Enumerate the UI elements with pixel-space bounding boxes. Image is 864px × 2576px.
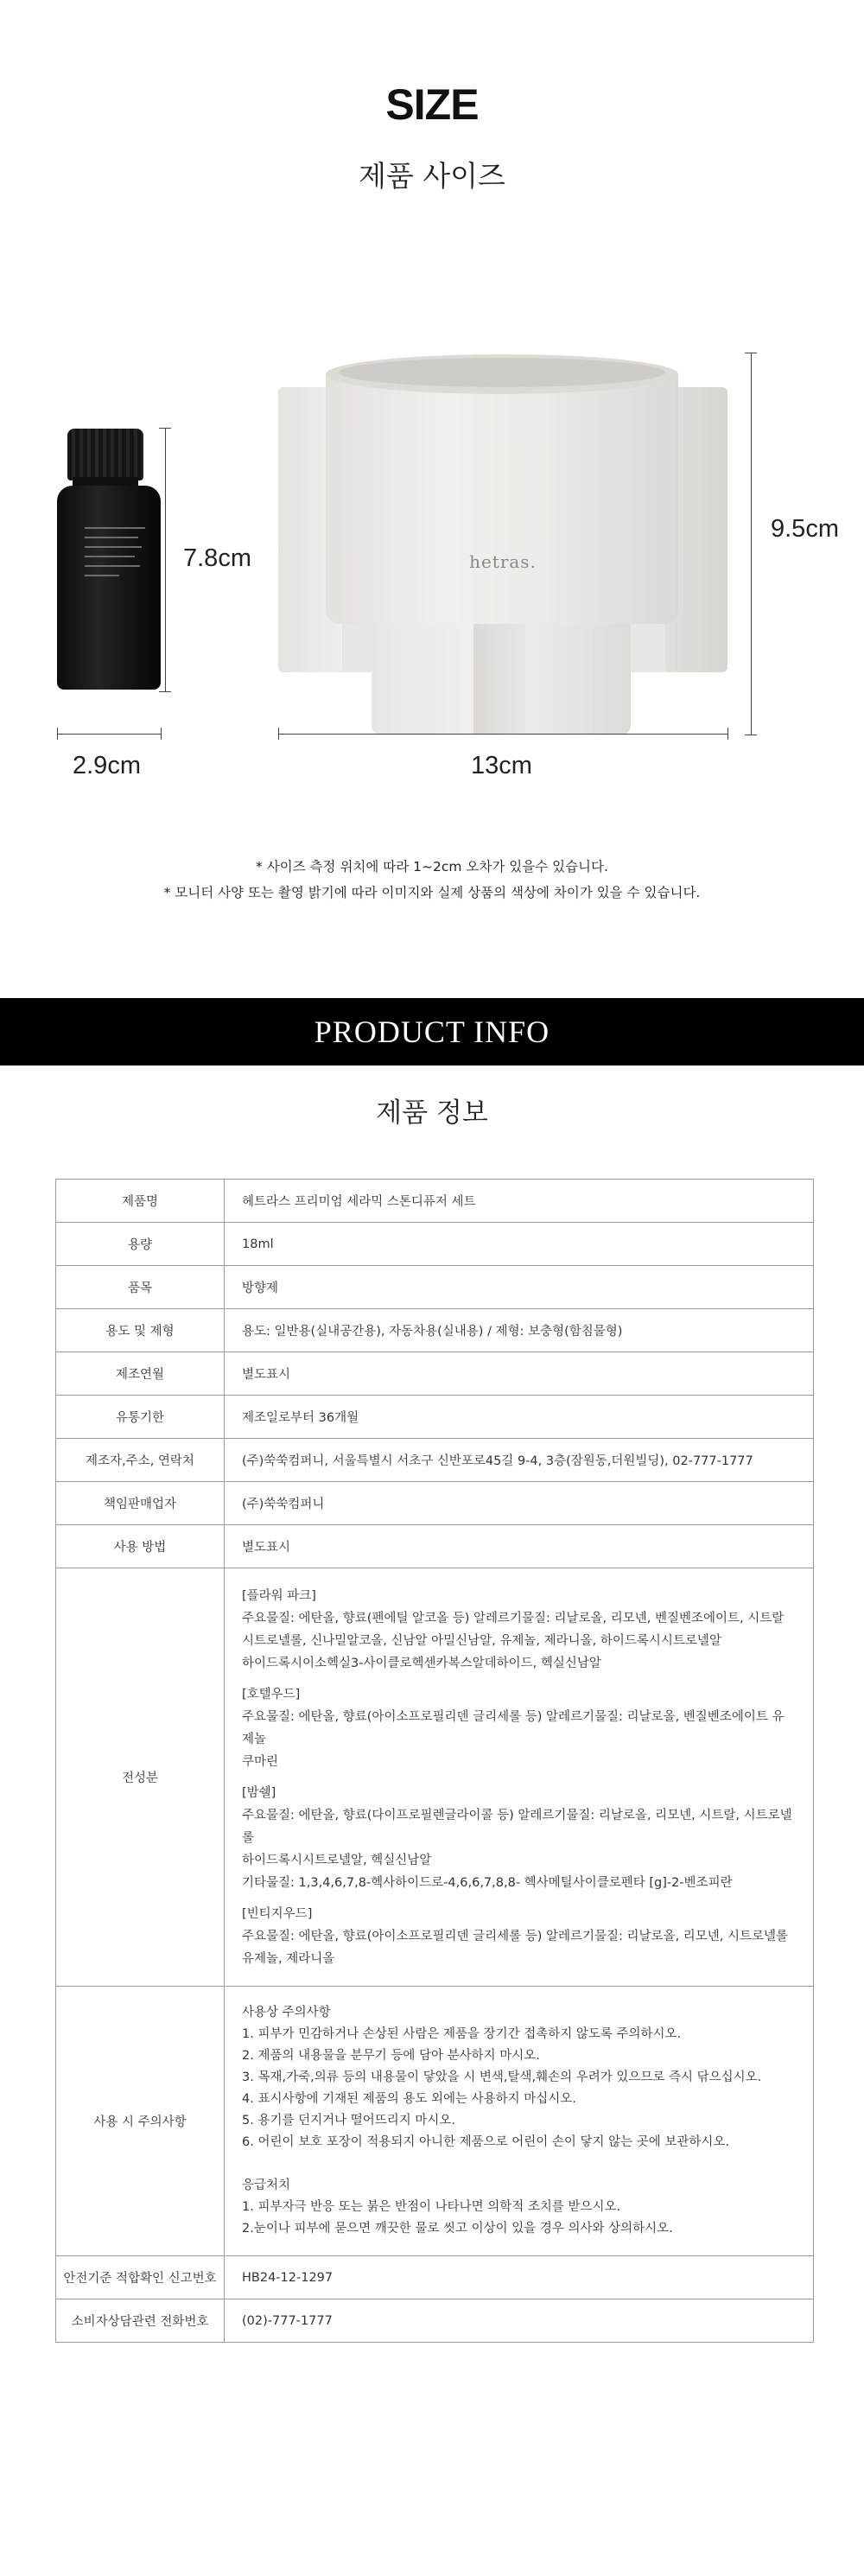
ingredient-section [242,1782,796,1894]
emergency-line: 2.눈이나 피부에 묻으면 깨끗한 물로 씻고 이상이 있을 경우 의사와 상의하시오. [242,2222,673,2236]
row-label: 용량 [56,1223,225,1266]
product-info-table [55,1179,814,2343]
bottle-cap [67,429,143,480]
row-label: 안전기준 적합확인 신고번호 [56,2256,225,2299]
row-value: (주)쑥쑥컴퍼니, 서울특별시 서초구 신반포로45길 9-4, 3층(잠원동,더원빌딩), 02-777-1777 [225,1439,814,1482]
table-row [56,1352,814,1396]
row-value: (02)-777-1777 [225,2299,814,2343]
row-value: 별도표시 [225,1525,814,1568]
ingredient-line: 주요물질: 에탄올, 향료(다이프로필렌글라이콜 등) 알레르기물질: 리날로올, 리모넨, 시트랄, 시트로넬롤 [242,1808,792,1845]
bottle-height-label: 7.8cm [183,544,251,572]
ingredient-line: 주요물질: 에탄올, 향료(아이소프로필리덴 글리세롤 등) 알레르기물질: 리날로올, 리모넨, 시트로넬롤 [242,1929,789,1943]
row-value: 헤트라스 프리미엄 세라믹 스톤디퓨저 세트 [225,1180,814,1223]
size-note: * 모니터 사양 또는 촬영 밝기에 따라 이미지와 실제 상품의 색상에 차이가 있을 수 있습니다. [163,885,701,900]
size-title: SIZE [385,80,479,129]
caution-line: 사용상 주의사항 [242,2006,331,2019]
brand-logo: hetras. [469,551,537,572]
table-row [56,2299,814,2343]
caution-value [225,1987,814,2256]
table-row [56,1180,814,1223]
caution-line: 3. 목재,가죽,의류 등의 내용물이 닿았을 시 변색,탈색,훼손의 우려가 있으므로 즉시 닦으십시오. [242,2070,762,2084]
product-info-banner: PRODUCT INFO [0,998,864,1065]
row-label: 제조연월 [56,1352,225,1396]
size-notes [0,854,864,906]
row-value: HB24-12-1297 [225,2256,814,2299]
ingredients-value [225,1568,814,1987]
caution-line: 2. 제품의 내용물을 분무기 등에 담아 분사하지 마시오. [242,2049,540,2063]
ingredient-section [242,1683,796,1773]
ingredient-line: 유제놀, 제라니올 [242,1951,335,1966]
table-row [56,1396,814,1439]
row-label: 용도 및 제형 [56,1309,225,1352]
row-value: 방향제 [225,1266,814,1309]
table-row [56,2256,814,2299]
ingredient-line: 기타물질: 1,3,4,6,7,8-헥사하이드로-4,6,6,7,8,8- 헥사메틸사이클로펜타 [g]-2-벤조피란 [242,1875,733,1890]
row-label: 사용 시 주의사항 [56,1987,225,2256]
diffuser-pot-inner [339,358,665,387]
table-row [56,1525,814,1568]
bottle-width-label: 2.9cm [73,752,141,779]
table-row [56,1482,814,1525]
diffuser-height-label: 9.5cm [771,515,839,543]
row-label: 사용 방법 [56,1525,225,1568]
diffuser-pot [326,373,678,624]
table-row-caution [56,1987,814,2256]
table-row [56,1309,814,1352]
row-label: 유통기한 [56,1396,225,1439]
row-label: 소비자상담관련 전화번호 [56,2299,225,2343]
bottle-label [85,527,145,665]
size-note: * 사이즈 측정 위치에 따라 1~2cm 오차가 있을수 있습니다. [256,859,608,875]
row-value: 제조일로부터 36개월 [225,1396,814,1439]
emergency-line: 응급처치 [242,2178,291,2192]
table-row [56,1266,814,1309]
caution-line: 1. 피부가 민감하거나 손상된 사람은 제품을 장기간 접촉하지 않도록 주의하시오. [242,2027,682,2041]
ingredient-line: 쿠마린 [242,1754,279,1769]
caution-line: 5. 용기를 던지거나 떨어뜨리지 마시오. [242,2114,455,2128]
row-label: 전성분 [56,1568,225,1987]
diffuser-base-shadow [473,622,525,735]
row-value: 18ml [225,1223,814,1266]
table-row [56,1439,814,1482]
row-value: 별도표시 [225,1352,814,1396]
ingredient-line: 하이드록시시트로넬알, 헥실신남알 [242,1853,432,1867]
ingredient-line: 주요물질: 에탄올, 향료(아이소프로필리덴 글리세롤 등) 알레르기물질: 리날로올, 벤질벤조에이트 유제놀 [242,1709,785,1746]
ingredient-title: [밤쉘] [242,1785,276,1800]
caution-line: 4. 표시사항에 기재된 제품의 용도 외에는 사용하지 마십시오. [242,2092,576,2106]
size-subtitle: 제품 사이즈 [359,159,505,193]
row-label: 제품명 [56,1180,225,1223]
row-value: (주)쑥쑥컴퍼니 [225,1482,814,1525]
ingredient-title: [호텔우드] [242,1687,301,1701]
product-info-subtitle: 제품 정보 [376,1097,488,1129]
ingredient-line: 시트로넬롤, 신나밀알코올, 신남알 아밀신남알, 유제놀, 제라니올, 하이드록시시트로넬알 [242,1633,721,1648]
table-row-ingredients [56,1568,814,1987]
caution-line: 6. 어린이 보호 포장이 적용되지 아니한 제품으로 어린이 손이 닿지 않는 곳에 보관하시오. [242,2135,729,2149]
row-label: 제조자,주소, 연락처 [56,1439,225,1482]
row-value: 용도: 일반용(실내공간용), 자동차용(실내용) / 제형: 보충형(함침물형) [225,1309,814,1352]
ingredient-section [242,1903,796,1970]
row-label: 책임판매업자 [56,1482,225,1525]
ingredient-line: 하이드록시이소헥실3-사이클로헥센카복스알데하이드, 헥실신남알 [242,1656,601,1670]
row-label: 품목 [56,1266,225,1309]
ingredient-section [242,1585,796,1675]
ingredient-title: [빈티지우드] [242,1906,313,1921]
ingredient-title: [플라워 파크] [242,1588,316,1603]
emergency-line: 1. 피부자극 반응 또는 붉은 반점이 나타나면 의학적 조치를 받으시오. [242,2200,621,2214]
diffuser-width-label: 13cm [471,752,532,779]
ingredient-line: 주요물질: 에탄올, 향료(펜에틸 알코올 등) 알레르기물질: 리날로올, 리모넨, 벤질벤조에이트, 시트랄 [242,1611,785,1625]
table-row [56,1223,814,1266]
